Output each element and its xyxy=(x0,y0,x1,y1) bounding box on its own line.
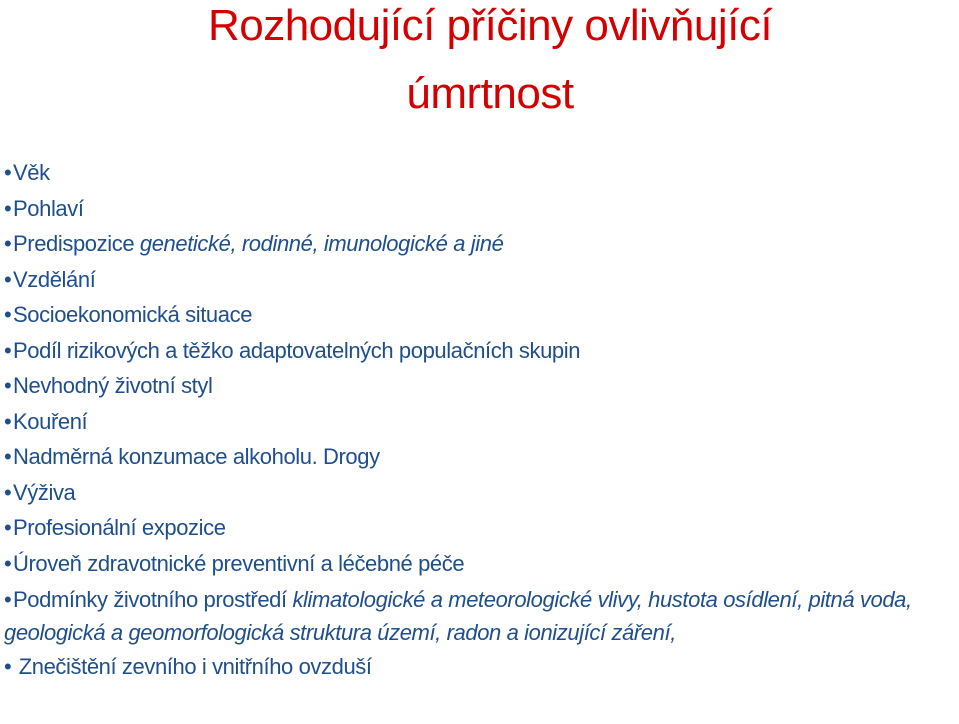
bullet-item xyxy=(4,297,959,333)
bullet-item xyxy=(4,262,959,298)
slide-title-line-2: úmrtnost xyxy=(406,69,574,118)
bullet-dot-icon: • xyxy=(4,195,12,221)
bullet-text: Socioekonomická situace xyxy=(13,302,253,327)
bullet-text: Predispozice xyxy=(13,231,140,256)
bullet-text: Podíl rizikových a těžko adaptovatelných populačních skupin xyxy=(13,337,581,363)
bullet-dot-icon: • xyxy=(4,373,12,398)
bullet-dot-icon: • xyxy=(4,654,12,679)
bullet-text: Kouření xyxy=(13,408,88,434)
bullet-dot-icon: • xyxy=(4,587,12,612)
bullet-dot-icon: • xyxy=(4,160,12,185)
bullet-item xyxy=(4,510,959,546)
bullet-item xyxy=(4,546,959,582)
bullet-text: Nadměrná konzumace alkoholu. Drogy xyxy=(13,444,380,469)
bullet-text: Pohlaví xyxy=(13,195,84,221)
bullet-text: Úroveň zdravotnické preventivní a léčebné péče xyxy=(13,550,465,576)
bullet-item xyxy=(4,226,959,262)
bullet-text: Profesionální expozice xyxy=(13,515,226,540)
bullet-dot-icon: • xyxy=(4,515,12,540)
bullet-text: Nevhodný životní styl xyxy=(13,373,213,398)
bullet-item xyxy=(4,404,959,440)
bullet-dot-icon: • xyxy=(4,479,12,505)
bullet-text-italic: klimatologické a meteorologické vlivy, hustota osídlení, pitná voda, geologická a geomorfologická struktura území, radon a ionizující záření, xyxy=(4,587,912,645)
bullet-item xyxy=(4,583,959,649)
bullet-text: Znečištění zevního i vnitřního ovzduší xyxy=(13,654,372,679)
bullet-dot-icon: • xyxy=(4,266,12,292)
bullet-item xyxy=(4,649,959,685)
bullet-text-italic: genetické, rodinné, imunologické a jiné xyxy=(139,231,504,256)
bullet-list xyxy=(4,155,959,685)
bullet-dot-icon: • xyxy=(4,231,12,256)
slide-title-line-1: Rozhodující příčiny ovlivňující xyxy=(207,1,773,50)
bullet-text: Výživa xyxy=(13,479,76,505)
bullet-item xyxy=(4,333,959,369)
bullet-text: Věk xyxy=(13,160,50,185)
bullet-item xyxy=(4,439,959,475)
bullet-item xyxy=(4,368,959,404)
bullet-dot-icon: • xyxy=(4,302,12,327)
bullet-item xyxy=(4,191,959,227)
bullet-dot-icon: • xyxy=(4,550,12,576)
bullet-item xyxy=(4,155,959,191)
bullet-text: Vzdělání xyxy=(13,266,96,292)
bullet-dot-icon: • xyxy=(4,444,12,469)
bullet-dot-icon: • xyxy=(4,408,12,434)
bullet-dot-icon: • xyxy=(4,337,12,363)
bullet-text: Podmínky životního prostředí xyxy=(13,587,293,612)
bullet-item xyxy=(4,475,959,511)
slide-title xyxy=(40,0,940,118)
